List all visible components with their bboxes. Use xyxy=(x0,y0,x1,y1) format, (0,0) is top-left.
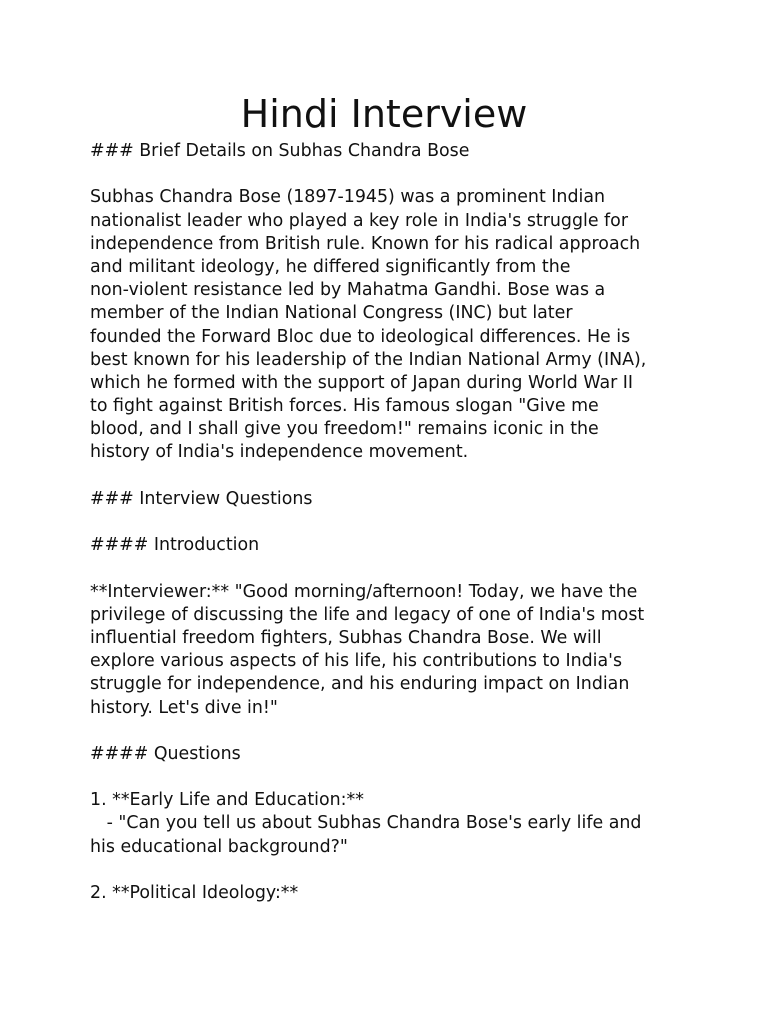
paragraph-gap xyxy=(90,163,690,186)
bio-line: nationalist leader who played a key role in India's struggle for xyxy=(90,210,628,231)
bio-line: Subhas Chandra Bose (1897-1945) was a prominent Indian xyxy=(90,187,605,208)
intro-line: struggle for independence, and his enduring impact on Indian xyxy=(90,674,630,695)
paragraph-gap xyxy=(90,511,690,534)
bio-line: non-violent resistance led by Mahatma Gandhi. Bose was a xyxy=(90,280,606,301)
question-text-line: - "Can you tell us about Subhas Chandra Bose's early life and xyxy=(90,813,642,834)
page-title: Hindi Interview xyxy=(240,92,528,136)
bio-line: member of the Indian National Congress (INC) but later xyxy=(90,303,573,324)
paragraph-gap xyxy=(90,465,690,488)
bio-line: best known for his leadership of the Indian National Army (INA), xyxy=(90,349,647,370)
paragraph-gap xyxy=(90,859,690,882)
paragraph-gap xyxy=(90,766,690,789)
bio-paragraph xyxy=(90,186,690,464)
section-heading-questions: ### Interview Questions xyxy=(90,488,313,509)
bio-line: and militant ideology, he differed significantly from the xyxy=(90,256,571,277)
intro-line: influential freedom fighters, Subhas Chandra Bose. We will xyxy=(90,627,602,648)
question-title: 2. **Political Ideology:** xyxy=(90,883,299,903)
bio-line: blood, and I shall give you freedom!" remains iconic in the xyxy=(90,419,599,440)
intro-line: explore various aspects of his life, his contributions to India's xyxy=(90,651,623,672)
question-text-line: his educational background?" xyxy=(90,836,348,857)
bio-line: founded the Forward Bloc due to ideological differences. He is xyxy=(90,326,631,347)
intro-line: **Interviewer:** "Good morning/afternoon! Today, we have the xyxy=(90,581,638,602)
bio-line: which he formed with the support of Japan during World War II xyxy=(90,372,634,393)
intro-line: privilege of discussing the life and legacy of one of India's most xyxy=(90,604,645,625)
subheading-introduction: #### Introduction xyxy=(90,535,260,556)
document-body xyxy=(90,140,690,905)
question-item xyxy=(90,789,690,859)
subheading-questions: #### Questions xyxy=(90,743,241,764)
paragraph-gap xyxy=(90,557,690,580)
bio-line: history of India's independence movement. xyxy=(90,442,469,463)
paragraph-gap xyxy=(90,720,690,743)
section-heading-brief: ### Brief Details on Subhas Chandra Bose xyxy=(90,141,470,161)
intro-line: history. Let's dive in!" xyxy=(90,697,278,718)
question-item xyxy=(90,882,690,905)
intro-paragraph xyxy=(90,581,690,720)
bio-line: to fight against British forces. His famous slogan "Give me xyxy=(90,396,599,417)
question-title: 1. **Early Life and Education:** xyxy=(90,790,364,811)
bio-line: independence from British rule. Known for his radical approach xyxy=(90,233,641,254)
